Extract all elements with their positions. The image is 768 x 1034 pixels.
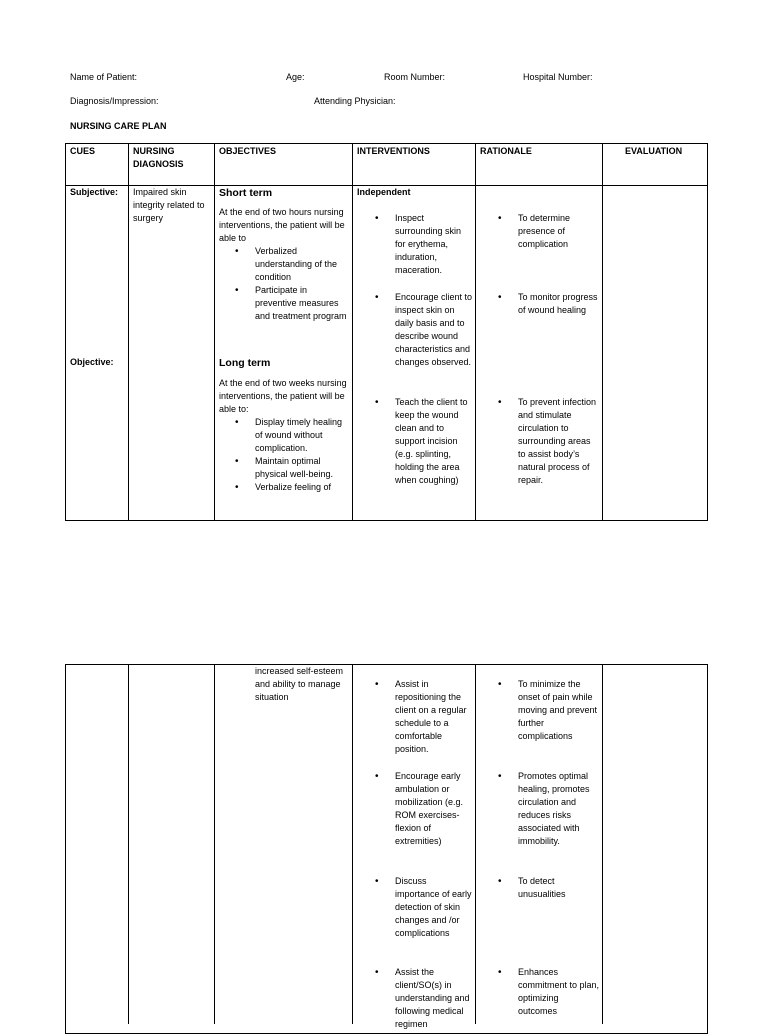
diagnosis-label: Diagnosis/Impression: xyxy=(70,96,159,106)
header-evaluation: EVALUATION xyxy=(625,146,683,156)
cue-subjective: Subjective: xyxy=(70,187,119,197)
long-term-title: Long term xyxy=(219,357,271,369)
intervention-item: • Encourage client to inspect skin on daily basis and to describe wound characteristics and changes observed. xyxy=(357,291,473,369)
hospital-number-label: Hospital Number: xyxy=(523,72,593,82)
objectives-cell xyxy=(219,186,351,323)
patient-name-label: Name of Patient: xyxy=(70,72,138,82)
intervention-item: • Encourage early ambulation or mobilization (e.g. ROM exercises- flexion of extremities) xyxy=(357,770,473,848)
intervention-item: • Assist the client/SO(s) in understanding and following medical regimen xyxy=(357,966,473,1031)
intervention-item: • Assist in repositioning the client on a regular schedule to a comfortable position. xyxy=(357,678,473,756)
plan-title: NURSING CARE PLAN xyxy=(70,121,167,131)
objectives-continued: increased self-esteem and ability to manage situation xyxy=(255,666,344,702)
long-term-item: • Maintain optimal physical well-being. xyxy=(219,455,351,481)
rationale-item: • Promotes optimal healing, promotes circulation and reduces risks associated with immobility. xyxy=(480,770,600,848)
room-number-label: Room Number: xyxy=(384,72,446,82)
header-rationale: RATIONALE xyxy=(480,146,532,156)
intervention-item: • Teach the client to keep the wound clean and to support incision (e.g. splinting, holding the area when coughing) xyxy=(357,396,473,487)
intervention-item: • Discuss importance of early detection of skin changes and /or complications xyxy=(357,875,473,940)
rationale-item: • Enhances commitment to plan, optimizing outcomes xyxy=(480,966,600,1018)
long-term-intro: At the end of two weeks nursing interventions, the patient will be able to: xyxy=(219,378,347,414)
short-term-item: • Verbalized understanding of the condition xyxy=(219,245,351,284)
physician-label: Attending Physician: xyxy=(314,96,396,106)
header-interventions: INTERVENTIONS xyxy=(357,146,430,156)
rationale-item: • To prevent infection and stimulate circulation to surrounding areas to assist body’s natural process of repair. xyxy=(480,396,600,487)
rationale-item: • To determine presence of complication xyxy=(480,212,600,251)
intervention-item: • Inspect surrounding skin for erythema, induration, maceration. xyxy=(357,212,473,277)
rationale-item: • To detect unusualities xyxy=(480,875,600,901)
header-cues: CUES xyxy=(70,146,96,156)
rationale-item: • To monitor progress of wound healing xyxy=(480,291,600,317)
interventions-title: Independent xyxy=(357,187,411,197)
header-objectives: OBJECTIVES xyxy=(219,146,277,156)
short-term-item: • Participate in preventive measures and treatment program xyxy=(219,284,351,323)
age-label: Age: xyxy=(286,72,305,82)
long-term-item: • Verbalize feeling of xyxy=(219,481,351,494)
rationale-item: • To minimize the onset of pain while moving and prevent further complications xyxy=(480,678,600,743)
header-nursing-diagnosis: NURSING DIAGNOSIS xyxy=(133,146,184,169)
long-term-item: • Display timely healing of wound without complication. xyxy=(219,416,351,455)
cue-objective: Objective: xyxy=(70,357,114,367)
nursing-diagnosis-text: Impaired skin integrity related to surgery xyxy=(133,187,205,223)
objectives-long-term xyxy=(219,356,351,494)
short-term-intro: At the end of two hours nursing interventions, the patient will be able to xyxy=(219,207,345,243)
short-term-title: Short term xyxy=(219,187,273,199)
